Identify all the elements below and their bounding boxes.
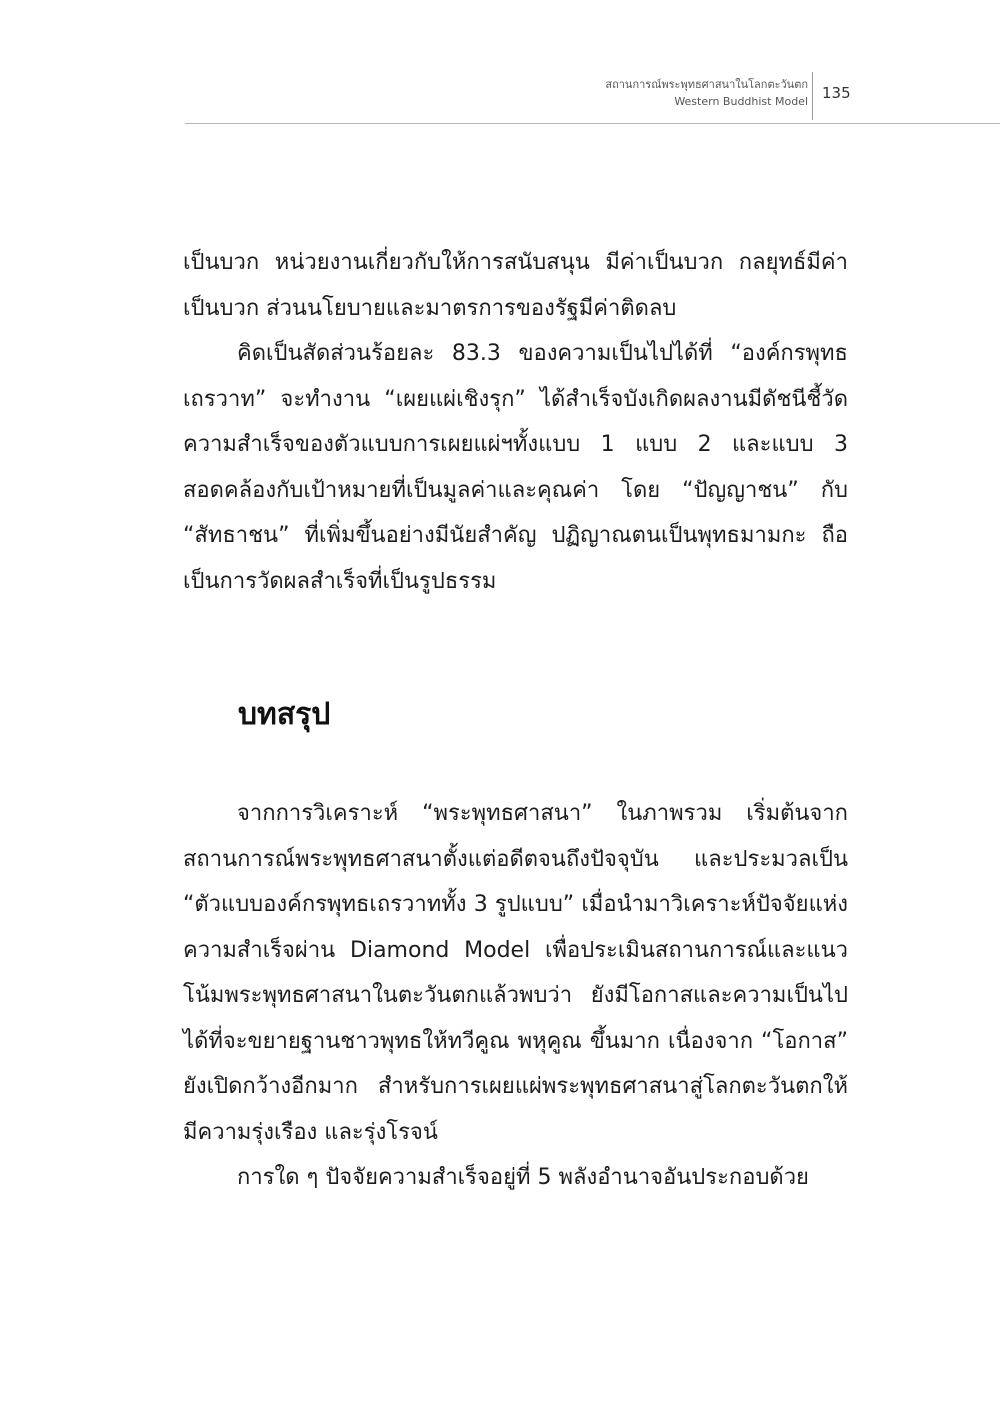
paragraph-conclusion-analysis: จากการวิเคราะห์ “พระพุทธศาสนา” ในภาพรวม เริ่มต้นจากสถานการณ์พระพุทธศาสนาตั้งแต่อดีตจนถึงปัจจุบัน และประมวลเป็น “ตัวแบบองค์กรพุทธเถรวาททั้ง 3 รูปแบบ” เมื่อนำมาวิเคราะห์ปัจจัยแห่งความสำเร็จผ่าน Diamond Model เพื่อประเมินสถานการณ์และแนวโน้มพระพุทธศาสนาในตะวันตกแล้วพบว่า ยังมีโอกาสและความเป็นไปได้ที่จะขยายฐานชาวพุทธให้ทวีคูณ พหุคูณ ขึ้นมาก เนื่องจาก “โอกาส” ยังเปิดกว้างอีกมาก สำหรับการเผยแผ่พระพุทธศาสนาสู่โลกตะวันตกให้มีความรุ่งเรือง และรุ่งโรจน์ — [183, 801, 848, 1145]
paragraph-five-powers: การใด ๆ ปัจจัยความสำเร็จอยู่ที่ 5 พลังอำนาจอันประกอบด้วย — [237, 1165, 809, 1190]
paragraph-success-ratio: คิดเป็นสัดส่วนร้อยละ 83.3 ของความเป็นไปได้ที่ “องค์กรพุทธเถรวาท” จะทำงาน “เผยแผ่เชิงรุก” ได้สำเร็จบังเกิดผลงานมีดัชนีชี้วัดความสำเร็จของตัวแบบการเผยแผ่ฯทั้งแบบ 1 แบบ 2 และแบบ 3 สอดคล้องกับเป้าหมายที่เป็นมูลค่าและคุณค่า โดย “ปัญญาชน” กับ “สัทธาชน” ที่เพิ่มขึ้นอย่างมีนัยสำคัญ ปฏิญาณตนเป็นพุทธมามกะ ถือเป็นการวัดผลสำเร็จที่เป็นรูปธรรม — [183, 341, 848, 594]
header-vertical-divider — [812, 72, 813, 120]
paragraph-continuation: เป็นบวก หน่วยงานเกี่ยวกับให้การสนับสนุน มีค่าเป็นบวก กลยุทธ์มีค่าเป็นบวก ส่วนนโยบายและมาตรการของรัฐมีค่าติดลบ — [183, 250, 848, 321]
section-heading-conclusion: บทสรุป — [238, 697, 331, 732]
running-header — [388, 76, 808, 110]
body-text-block-1 — [183, 240, 848, 604]
header-rule — [185, 123, 1000, 124]
page-number: 135 — [822, 84, 851, 102]
running-header-title-english: Western Buddhist Model — [674, 95, 808, 108]
running-header-title-thai: สถานการณ์พระพุทธศาสนาในโลกตะวันตก — [605, 78, 808, 91]
body-text-block-2 — [183, 791, 848, 1201]
